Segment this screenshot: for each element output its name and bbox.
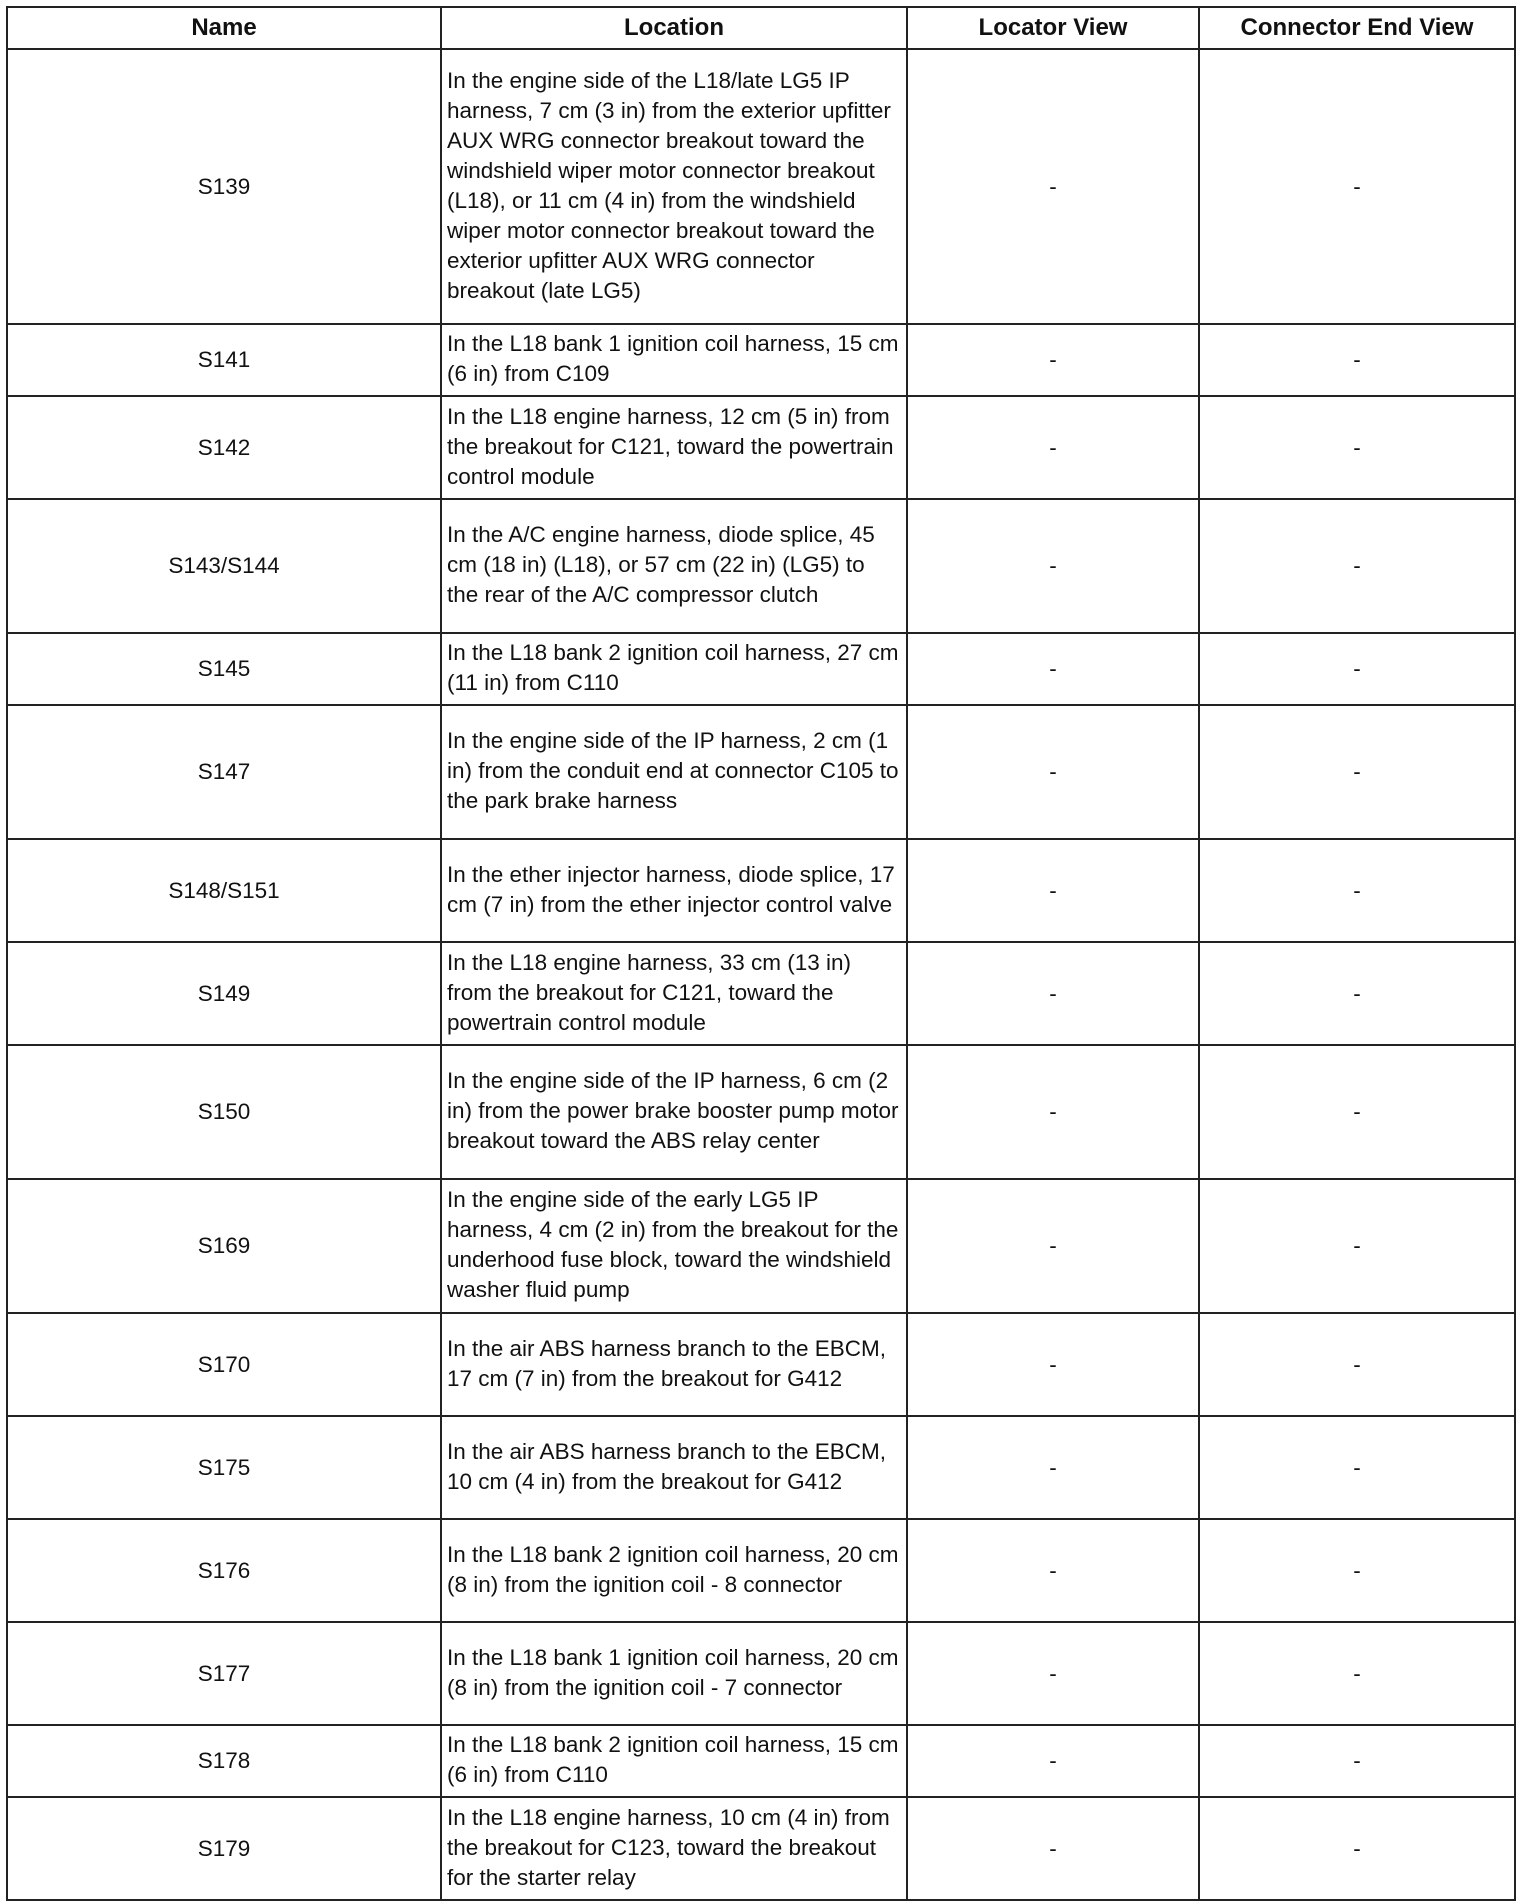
splice-location: In the engine side of the early LG5 IP harness, 4 cm (2 in) from the breakout for the underhood fuse block, toward the windshield washer fluid pump bbox=[441, 1179, 907, 1313]
locator-view-value: - bbox=[907, 1519, 1199, 1622]
splice-location-table bbox=[6, 6, 1516, 1901]
connector-end-view-value: - bbox=[1199, 1519, 1515, 1622]
splice-location: In the L18 engine harness, 10 cm (4 in) from the breakout for C123, toward the breakout for the starter relay bbox=[441, 1797, 907, 1900]
locator-view-value: - bbox=[907, 1313, 1199, 1416]
splice-location: In the ether injector harness, diode splice, 17 cm (7 in) from the ether injector control valve bbox=[441, 839, 907, 942]
header-location: Location bbox=[441, 7, 907, 49]
connector-end-view-value: - bbox=[1199, 1045, 1515, 1179]
splice-name: S177 bbox=[7, 1622, 441, 1725]
connector-end-view-value: - bbox=[1199, 1797, 1515, 1900]
splice-name: S145 bbox=[7, 633, 441, 705]
splice-name: S176 bbox=[7, 1519, 441, 1622]
splice-name: S141 bbox=[7, 324, 441, 396]
splice-name: S148/S151 bbox=[7, 839, 441, 942]
table-row bbox=[7, 705, 1515, 839]
locator-view-value: - bbox=[907, 49, 1199, 324]
splice-location: In the L18 engine harness, 33 cm (13 in) from the breakout for C121, toward the powertrain control module bbox=[441, 942, 907, 1045]
locator-view-value: - bbox=[907, 633, 1199, 705]
header-locator-view: Locator View bbox=[907, 7, 1199, 49]
connector-end-view-value: - bbox=[1199, 1725, 1515, 1797]
table-row bbox=[7, 1725, 1515, 1797]
table-header bbox=[7, 7, 1515, 49]
splice-location: In the air ABS harness branch to the EBCM, 17 cm (7 in) from the breakout for G412 bbox=[441, 1313, 907, 1416]
splice-name: S175 bbox=[7, 1416, 441, 1519]
connector-end-view-value: - bbox=[1199, 1622, 1515, 1725]
splice-name: S150 bbox=[7, 1045, 441, 1179]
locator-view-value: - bbox=[907, 942, 1199, 1045]
locator-view-value: - bbox=[907, 1622, 1199, 1725]
splice-location: In the L18 bank 1 ignition coil harness, 20 cm (8 in) from the ignition coil - 7 connector bbox=[441, 1622, 907, 1725]
table-row bbox=[7, 396, 1515, 499]
connector-end-view-value: - bbox=[1199, 1313, 1515, 1416]
locator-view-value: - bbox=[907, 1045, 1199, 1179]
splice-location: In the air ABS harness branch to the EBCM, 10 cm (4 in) from the breakout for G412 bbox=[441, 1416, 907, 1519]
splice-name: S179 bbox=[7, 1797, 441, 1900]
splice-location: In the L18 bank 1 ignition coil harness, 15 cm (6 in) from C109 bbox=[441, 324, 907, 396]
locator-view-value: - bbox=[907, 324, 1199, 396]
locator-view-value: - bbox=[907, 1797, 1199, 1900]
table-row bbox=[7, 1313, 1515, 1416]
table-row bbox=[7, 633, 1515, 705]
connector-end-view-value: - bbox=[1199, 49, 1515, 324]
locator-view-value: - bbox=[907, 1416, 1199, 1519]
locator-view-value: - bbox=[907, 705, 1199, 839]
connector-end-view-value: - bbox=[1199, 396, 1515, 499]
connector-end-view-value: - bbox=[1199, 1416, 1515, 1519]
splice-location: In the engine side of the IP harness, 6 cm (2 in) from the power brake booster pump motor breakout toward the ABS relay center bbox=[441, 1045, 907, 1179]
table-row bbox=[7, 1519, 1515, 1622]
table-row bbox=[7, 324, 1515, 396]
splice-location-table-wrapper bbox=[6, 6, 1514, 1901]
table-row bbox=[7, 49, 1515, 324]
table-row bbox=[7, 839, 1515, 942]
connector-end-view-value: - bbox=[1199, 705, 1515, 839]
connector-end-view-value: - bbox=[1199, 499, 1515, 633]
connector-end-view-value: - bbox=[1199, 942, 1515, 1045]
splice-name: S143/S144 bbox=[7, 499, 441, 633]
splice-location: In the A/C engine harness, diode splice, 45 cm (18 in) (L18), or 57 cm (22 in) (LG5) to the rear of the A/C compressor clutch bbox=[441, 499, 907, 633]
table-body bbox=[7, 49, 1515, 1900]
connector-end-view-value: - bbox=[1199, 839, 1515, 942]
header-name: Name bbox=[7, 7, 441, 49]
splice-location: In the L18 engine harness, 12 cm (5 in) from the breakout for C121, toward the powertrain control module bbox=[441, 396, 907, 499]
splice-name: S178 bbox=[7, 1725, 441, 1797]
splice-location: In the engine side of the L18/late LG5 IP harness, 7 cm (3 in) from the exterior upfitter AUX WRG connector breakout toward the windshield wiper motor connector breakout (L18), or 11 cm (4 in) from the windshield wiper motor connector breakout toward the exterior upfitter AUX WRG connector breakout (late LG5) bbox=[441, 49, 907, 324]
table-row bbox=[7, 499, 1515, 633]
splice-location: In the L18 bank 2 ignition coil harness, 20 cm (8 in) from the ignition coil - 8 connector bbox=[441, 1519, 907, 1622]
connector-end-view-value: - bbox=[1199, 324, 1515, 396]
splice-name: S170 bbox=[7, 1313, 441, 1416]
splice-name: S169 bbox=[7, 1179, 441, 1313]
table-row bbox=[7, 1416, 1515, 1519]
table-row bbox=[7, 942, 1515, 1045]
header-connector-end-view: Connector End View bbox=[1199, 7, 1515, 49]
splice-location: In the L18 bank 2 ignition coil harness, 27 cm (11 in) from C110 bbox=[441, 633, 907, 705]
table-row bbox=[7, 1622, 1515, 1725]
table-row bbox=[7, 1045, 1515, 1179]
locator-view-value: - bbox=[907, 839, 1199, 942]
splice-name: S142 bbox=[7, 396, 441, 499]
splice-name: S139 bbox=[7, 49, 441, 324]
splice-name: S149 bbox=[7, 942, 441, 1045]
locator-view-value: - bbox=[907, 499, 1199, 633]
splice-name: S147 bbox=[7, 705, 441, 839]
table-row bbox=[7, 1179, 1515, 1313]
locator-view-value: - bbox=[907, 1725, 1199, 1797]
splice-location: In the engine side of the IP harness, 2 cm (1 in) from the conduit end at connector C105 to the park brake harness bbox=[441, 705, 907, 839]
table-row bbox=[7, 1797, 1515, 1900]
header-row bbox=[7, 7, 1515, 49]
connector-end-view-value: - bbox=[1199, 633, 1515, 705]
locator-view-value: - bbox=[907, 1179, 1199, 1313]
connector-end-view-value: - bbox=[1199, 1179, 1515, 1313]
locator-view-value: - bbox=[907, 396, 1199, 499]
splice-location: In the L18 bank 2 ignition coil harness, 15 cm (6 in) from C110 bbox=[441, 1725, 907, 1797]
